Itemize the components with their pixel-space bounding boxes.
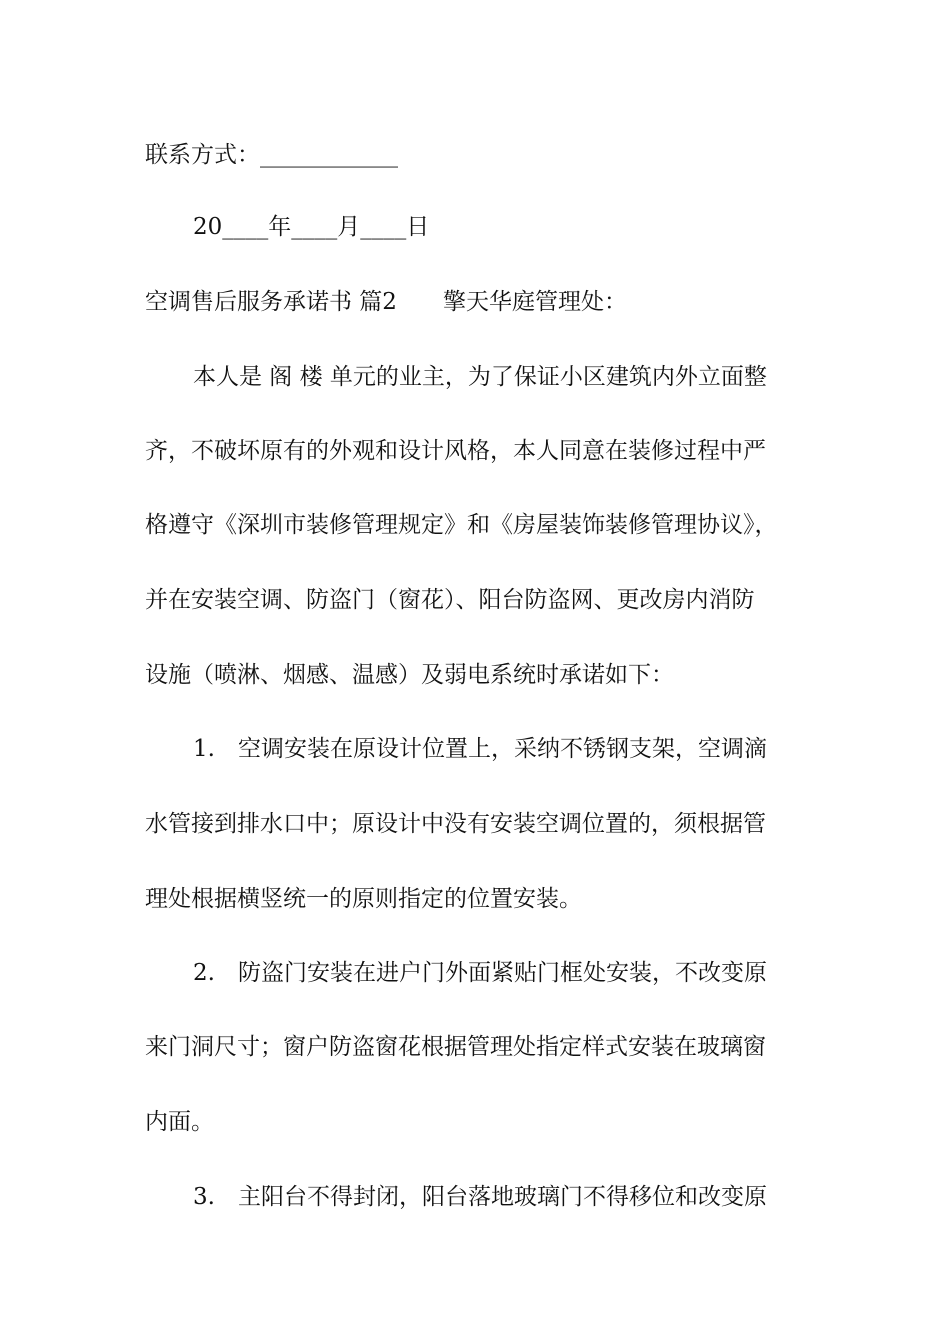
list-item-3-line: 3. 主阳台不得封闭，阳台落地玻璃门不得移位和改变原	[193, 1184, 767, 1210]
body-line: 并在安装空调、防盗门（窗花）、阳台防盗网、更改房内消防	[145, 587, 755, 613]
list-item-1-line: 水管接到排水口中；原设计中没有安装空调位置的，须根据管	[145, 811, 766, 837]
list-item-2-line: 来门洞尺寸；窗户防盗窗花根据管理处指定样式安装在玻璃窗	[145, 1034, 766, 1060]
list-item-1-line: 1. 空调安装在原设计位置上，采纳不锈钢支架，空调滴	[193, 736, 767, 762]
body-line: 设施（喷淋、烟感、温感）及弱电系统时承诺如下：	[145, 662, 674, 688]
list-item-1-line: 理处根据横竖统一的原则指定的位置安装。	[145, 886, 582, 912]
list-item-2-line: 2. 防盗门安装在进户门外面紧贴门框处安装，不改变原	[193, 960, 767, 986]
body-line: 格遵守《深圳市装修管理规定》和《房屋装饰装修管理协议》，	[145, 512, 778, 538]
document-heading: 空调售后服务承诺书 篇2	[145, 289, 397, 315]
contact-line: 联系方式：____________	[145, 142, 398, 168]
body-line: 齐，不破坏原有的外观和设计风格，本人同意在装修过程中严	[145, 438, 766, 464]
heading-line	[145, 287, 627, 317]
body-line: 本人是 阁 楼 单元的业主，为了保证小区建筑内外立面整	[193, 364, 767, 390]
list-item-2-line: 内面。	[145, 1109, 214, 1135]
addressee: 擎天华庭管理处：	[442, 289, 627, 315]
date-line: 20____年____月____日	[193, 214, 430, 240]
